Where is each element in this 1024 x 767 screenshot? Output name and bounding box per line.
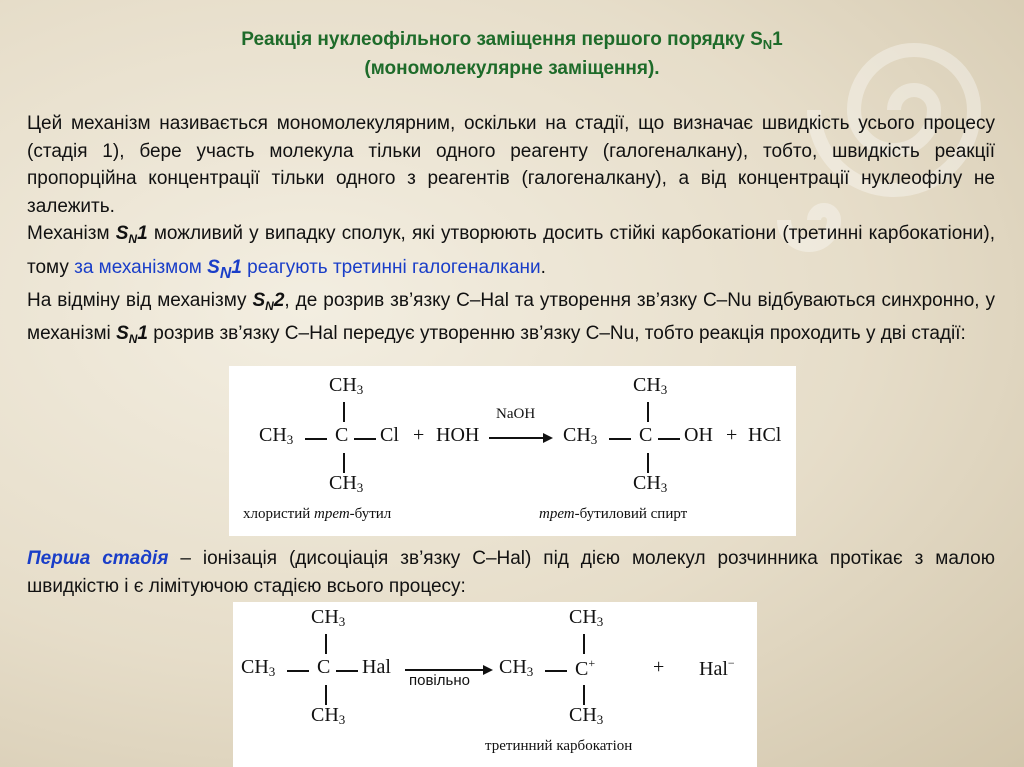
title-line-1: Реакція нуклеофільного заміщення першого порядку $S_N1$: [241, 29, 783, 52]
bond-right-2: [658, 438, 680, 440]
label-product: трет-бутиловий спирт: [539, 506, 688, 522]
ch3-top-left: $CH_3$: [329, 374, 364, 397]
ch3-bottom-left: $CH_3$: [329, 472, 364, 495]
hcl: HCl: [748, 424, 782, 446]
s2-plus: +: [653, 656, 665, 678]
s2-bond-right-1: [545, 670, 567, 672]
ch3-right: $CH_3$: [563, 424, 598, 447]
s2-halogen: Hal: [362, 656, 391, 678]
plus-1: +: [413, 424, 425, 446]
water: HOH: [436, 424, 480, 446]
slow-label: повільно: [409, 672, 470, 689]
s2-ch3-top-right: $CH_3$: [569, 606, 604, 629]
bond-top-left: [343, 402, 345, 422]
s2-ch3-bottom-right: $CH_3$: [569, 704, 604, 727]
s2-ch3-left: $CH_3$: [241, 656, 276, 679]
slide-title: [0, 28, 1024, 81]
ch3-left: $CH_3$: [259, 424, 294, 447]
s2-ch3-right: $CH_3$: [499, 656, 534, 679]
label-carbocation: третинний карбокатіон: [485, 738, 633, 754]
reaction-scheme-2: [233, 602, 757, 767]
paragraph-4: Перша стадія – іонізація (дисоціація зв’язку С–Hal) під дією молекул розчинника протікає з малою швидкістю і є лімітуючою стадією всього процесу:: [27, 548, 995, 597]
chlorine: Cl: [380, 424, 399, 446]
s2-bond-left-1: [287, 670, 309, 672]
bond-top-right: [647, 402, 649, 422]
reaction-scheme-1: [229, 366, 796, 536]
label-reactant: хлористий трет-бутил: [243, 506, 392, 522]
ch3-bottom-right: $CH_3$: [633, 472, 668, 495]
catalyst-naoh: NaOH: [496, 406, 536, 422]
reaction-arrow-1: [489, 437, 551, 439]
bond-left-2: [354, 438, 376, 440]
paragraph-3: На відміну від механізму $S_N2$, де розрив зв’язку С–Hal та утворення зв’язку С–Nu відбуваються синхронно, у механізмі $S_N1$ розрив зв’язку С–Hal передує утворенню зв’язку С–Nu, тобто реакція проходить у дві стадії:: [27, 289, 996, 347]
ch3-top-right: $CH_3$: [633, 374, 668, 397]
carbon-right: C: [639, 424, 653, 446]
halide-anion: Hal−: [699, 656, 735, 680]
title-line-2: (мономолекулярне заміщення).: [364, 58, 660, 79]
bond-right-1: [609, 438, 631, 440]
carbon-left: C: [335, 424, 349, 446]
bond-left-1: [305, 438, 327, 440]
s2-ch3-top-left: $CH_3$: [311, 606, 346, 629]
reaction-arrow-2: [405, 669, 491, 671]
paragraph-2: Механізм $S_N1$ можливий у випадку сполук, які утворюють досить стійкі карбокатіони (третинні карбокатіони), тому за механізмом $S_N1$ реагують третинні галогеналкани.: [27, 223, 995, 282]
stage-one-text: [27, 545, 995, 600]
carbocation-carbon: C+: [575, 656, 596, 680]
s2-bond-top-left: [325, 634, 327, 654]
paragraph-1: Цей механізм називається мономолекулярним, оскільки на стадії, що визначає швидкість усього процесу (стадія 1), бере участь молекула тільки одного реагенту (галогеналкану), тобто, швидкість реакції пропорційна концентрації тільки одного з реагентів (галогеналкану), а від концентрації нуклеофілу не залежить.: [27, 113, 995, 217]
plus-2: +: [726, 424, 738, 446]
bond-bottom-right: [647, 453, 649, 473]
bond-bottom-left: [343, 453, 345, 473]
main-text: [27, 110, 995, 354]
s2-bond-bottom-right: [583, 685, 585, 705]
s2-bond-top-right: [583, 634, 585, 654]
hydroxyl: OH: [684, 424, 713, 446]
s2-bond-left-2: [336, 670, 358, 672]
s2-bond-bottom-left: [325, 685, 327, 705]
s2-ch3-bottom-left: $CH_3$: [311, 704, 346, 727]
s2-carbon-left: C: [317, 656, 331, 678]
